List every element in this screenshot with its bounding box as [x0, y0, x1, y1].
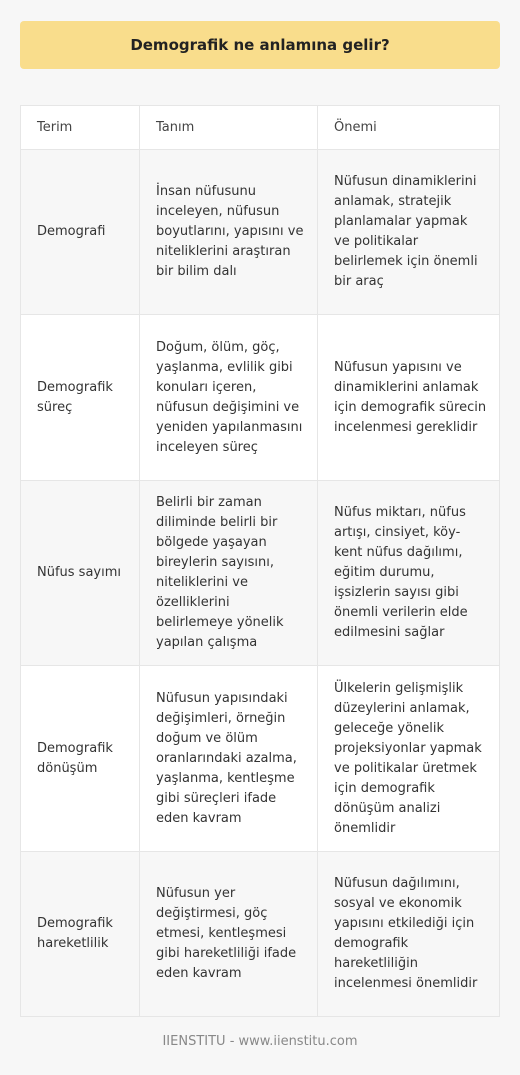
importance-cell: Nüfusun dinamiklerini anlamak, stratejik planlamalar yapmak ve politikalar belirlemek için önemli bir araç — [317, 150, 499, 314]
definition-cell: Doğum, ölüm, göç, yaşlanma, evlilik gibi konuları içeren, nüfusun değişimini ve yeniden yapılanmasını inceleyen süreç — [139, 315, 317, 480]
header-term: Terim — [37, 119, 73, 135]
term-cell: Demografik süreç — [37, 379, 113, 415]
table-row — [21, 150, 499, 315]
definition-cell: Belirli bir zaman diliminde belirli bir bölgede yaşayan bireylerin sayısını, niteliklerini ve özelliklerini belirlemeye yönelik yapılan çalışma — [139, 481, 317, 665]
term-cell: Demografik dönüşüm — [37, 740, 113, 776]
footer-credit: IIENSTITU - www.iienstitu.com — [162, 1034, 358, 1049]
importance-cell: Nüfus miktarı, nüfus artışı, cinsiyet, köy-kent nüfus dağılımı, eğitim durumu, işsizlerin sayısı gibi önemli verilerin elde edilmesini sağlar — [317, 481, 499, 665]
term-cell: Demografi — [37, 224, 106, 239]
importance-cell: Ülkelerin gelişmişlik düzeylerini anlamak, geleceğe yönelik projeksiyonlar yapmak ve politikalar üretmek için demografik dönüşüm analizi önemlidir — [317, 666, 499, 851]
importance-cell: Nüfusun dağılımını, sosyal ve ekonomik yapısını etkilediği için demografik hareketliliğin incelenmesi önemlidir — [317, 852, 499, 1016]
table-header-row — [21, 106, 499, 150]
definitions-table — [20, 105, 500, 1017]
table-row — [21, 852, 499, 1016]
term-cell: Demografik hareketlilik — [37, 916, 113, 951]
term-cell: Nüfus sayımı — [37, 565, 122, 580]
table-row — [21, 666, 499, 852]
header-importance: Önemi — [317, 106, 499, 149]
importance-cell: Nüfusun yapısını ve dinamiklerini anlamak için demografik sürecin incelenmesi gereklidir — [317, 315, 499, 480]
definition-cell: İnsan nüfusunu inceleyen, nüfusun boyutlarını, yapısını ve niteliklerini araştıran bir bilim dalı — [139, 150, 317, 314]
page-title: Demografik ne anlamına gelir? — [130, 36, 390, 54]
definition-cell: Nüfusun yapısındaki değişimleri, örneğin doğum ve ölüm oranlarındaki azalma, yaşlanma, kentleşme gibi süreçleri ifade eden kavram — [139, 666, 317, 851]
table-row — [21, 315, 499, 481]
definition-cell: Nüfusun yer değiştirmesi, göç etmesi, kentleşmesi gibi hareketliliği ifade eden kavram — [139, 852, 317, 1016]
title-banner — [20, 21, 500, 69]
table-row — [21, 481, 499, 666]
header-definition: Tanım — [139, 106, 317, 149]
